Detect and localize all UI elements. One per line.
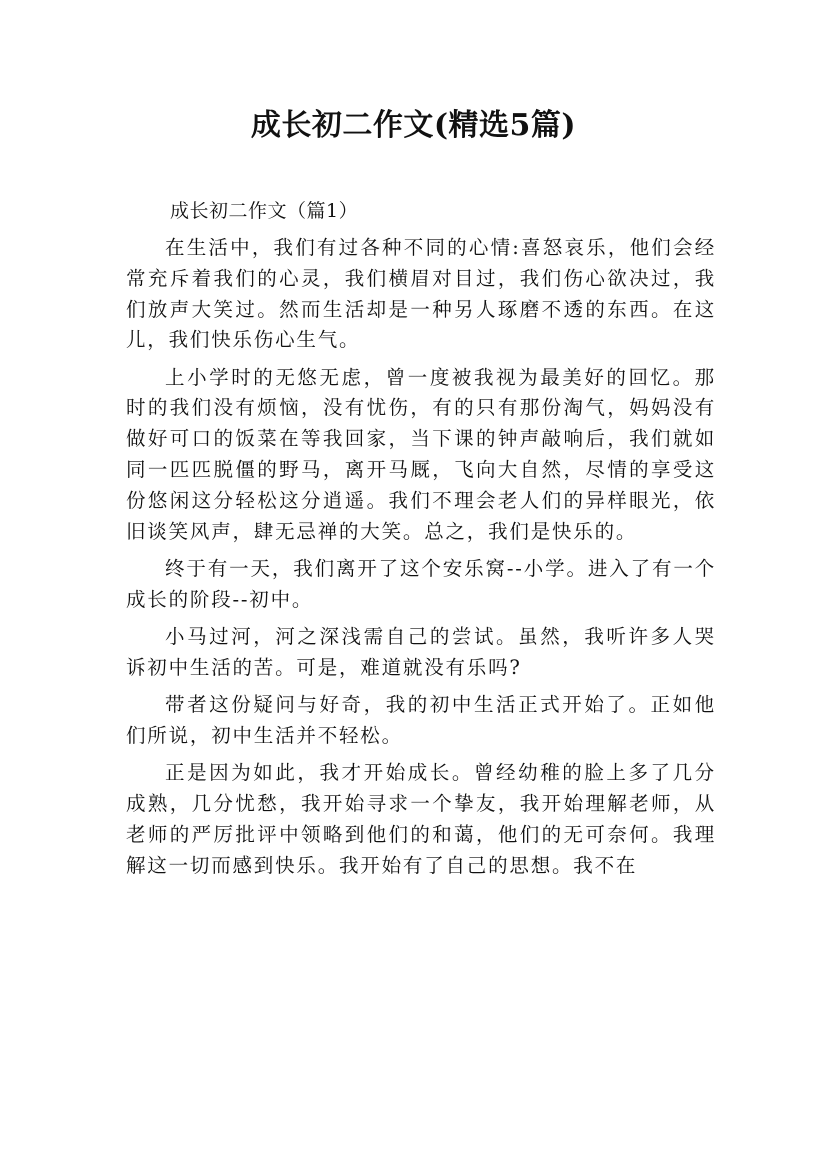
paragraph: 正是因为如此，我才开始成长。曾经幼稚的脸上多了几分成熟，几分忧愁，我开始寻求一个挚友，我开始理解老师，从老师的严厉批评中领略到他们的和蔼，他们的无可奈何。我理解这一切而感到快乐。我开始有了自己的思想。我不在 — [126, 761, 716, 877]
section-heading: 成长初二作文（篇1） — [170, 200, 359, 222]
article-body — [126, 233, 716, 888]
paragraph: 带者这份疑问与好奇，我的初中生活正式开始了。正如他们所说，初中生活并不轻松。 — [126, 693, 716, 747]
paragraph: 上小学时的无悠无虑，曾一度被我视为最美好的回忆。那时的我们没有烦恼，没有忧伤，有的只有那份淘气，妈妈没有做好可口的饭菜在等我回家，当下课的钟声敲响后，我们就如同一匹匹脱僵的野马，离开马厩，飞向大自然，尽情的享受这份悠闲这分轻松这分逍遥。我们不理会老人们的异样眼光，依旧谈笑风声，肆无忌禅的大笑。总之，我们是快乐的。 — [126, 365, 716, 543]
document-title: 成长初二作文(精选5篇) — [250, 108, 577, 143]
paragraph: 在生活中，我们有过各种不同的心情:喜怒哀乐，他们会经常充斥着我们的心灵，我们横眉对目过，我们伤心欲决过，我们放声大笑过。然而生活却是一种另人琢磨不透的东西。在这儿，我们快乐伤心生气。 — [126, 236, 716, 352]
paragraph: 小马过河，河之深浅需自己的尝试。虽然，我听许多人哭诉初中生活的苦。可是，难道就没有乐吗? — [126, 625, 716, 679]
paragraph: 终于有一天，我们离开了这个安乐窝--小学。进入了有一个成长的阶段--初中。 — [126, 556, 716, 611]
